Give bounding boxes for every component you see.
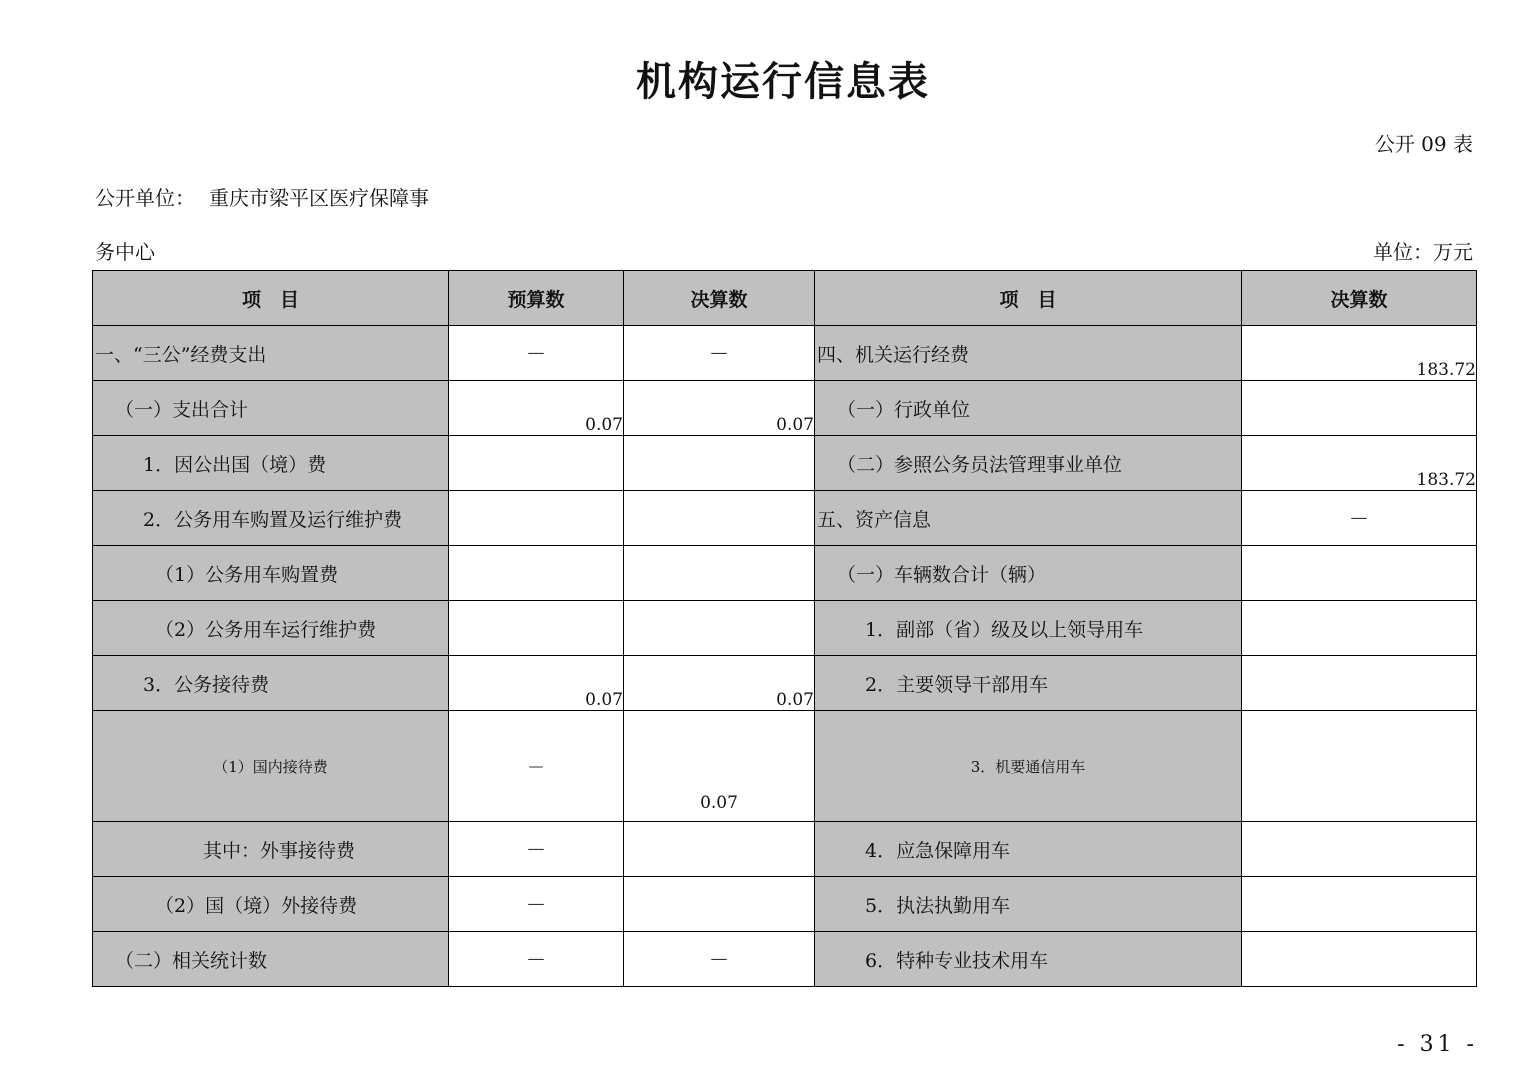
header-item-right: 项 目: [815, 271, 1242, 326]
left-item: 其中：外事接待费: [93, 822, 449, 877]
unit-name-line2: 务中心: [95, 240, 155, 264]
right-final-value: [1242, 381, 1477, 436]
page-title: 机构运行信息表: [636, 59, 930, 105]
right-item: 2．主要领导干部用车: [815, 656, 1242, 711]
table-row: [93, 656, 1477, 711]
left-item: （二）相关统计数: [93, 932, 449, 987]
right-final-value: [1242, 822, 1477, 877]
right-item: 5．执法执勤用车: [815, 877, 1242, 932]
budget-value: —: [449, 822, 624, 877]
budget-value: 0.07: [449, 656, 624, 711]
right-item: 四、机关运行经费: [815, 326, 1242, 381]
header-item-left: 项 目: [93, 271, 449, 326]
header-final-right: 决算数: [1242, 271, 1477, 326]
right-item: （一）行政单位: [815, 381, 1242, 436]
table-row: [93, 932, 1477, 987]
form-number: 公开 09 表: [1374, 132, 1473, 156]
right-final-value: [1242, 711, 1477, 822]
unit-name-line1: 重庆市梁平区医疗保障事: [209, 186, 429, 210]
right-final-value: [1242, 546, 1477, 601]
left-item: （一）支出合计: [93, 381, 449, 436]
right-final-value: [1242, 601, 1477, 656]
budget-value: [449, 436, 624, 491]
table-row: [93, 711, 1477, 822]
table-row: [93, 601, 1477, 656]
table-row: [93, 546, 1477, 601]
page-number: - 31 -: [1397, 1032, 1478, 1057]
budget-value: —: [449, 326, 624, 381]
budget-value: —: [449, 711, 624, 822]
right-item: 五、资产信息: [815, 491, 1242, 546]
left-item: （1）公务用车购置费: [93, 546, 449, 601]
right-item: 4．应急保障用车: [815, 822, 1242, 877]
table-row: [93, 877, 1477, 932]
budget-value: [449, 546, 624, 601]
info-table: [92, 270, 1477, 987]
budget-value: [449, 601, 624, 656]
left-item: （2）国（境）外接待费: [93, 877, 449, 932]
header-final-left: 决算数: [624, 271, 815, 326]
right-item: 1．副部（省）级及以上领导用车: [815, 601, 1242, 656]
left-item: 2．公务用车购置及运行维护费: [93, 491, 449, 546]
final-value: [624, 491, 815, 546]
table-row: [93, 822, 1477, 877]
money-unit: 单位：万元: [1373, 240, 1473, 264]
budget-value: [449, 491, 624, 546]
right-item: （二）参照公务员法管理事业单位: [815, 436, 1242, 491]
right-item: 3．机要通信用车: [815, 711, 1242, 822]
budget-value: —: [449, 932, 624, 987]
final-value: —: [624, 932, 815, 987]
right-final-value: —: [1242, 491, 1477, 546]
final-value: [624, 546, 815, 601]
final-value: 0.07: [624, 656, 815, 711]
final-value: [624, 877, 815, 932]
left-item: （2）公务用车运行维护费: [93, 601, 449, 656]
right-item: 6．特种专业技术用车: [815, 932, 1242, 987]
right-final-value: 183.72: [1242, 326, 1477, 381]
final-value: [624, 436, 815, 491]
right-item: （一）车辆数合计（辆）: [815, 546, 1242, 601]
right-final-value: [1242, 877, 1477, 932]
unit-label: 公开单位：: [95, 186, 195, 210]
left-item: 一、“三公”经费支出: [93, 326, 449, 381]
final-value: [624, 601, 815, 656]
budget-value: —: [449, 877, 624, 932]
final-value: [624, 822, 815, 877]
final-value: 0.07: [624, 711, 815, 822]
header-budget: 预算数: [449, 271, 624, 326]
disclosing-unit: [95, 182, 429, 211]
table-header-row: [93, 271, 1477, 326]
table-row: [93, 436, 1477, 491]
right-final-value: [1242, 656, 1477, 711]
left-item: 1．因公出国（境）费: [93, 436, 449, 491]
final-value: 0.07: [624, 381, 815, 436]
table-row: [93, 491, 1477, 546]
table-row: [93, 326, 1477, 381]
table-row: [93, 381, 1477, 436]
left-item: 3．公务接待费: [93, 656, 449, 711]
right-final-value: [1242, 932, 1477, 987]
left-item: （1）国内接待费: [93, 711, 449, 822]
budget-value: 0.07: [449, 381, 624, 436]
final-value: —: [624, 326, 815, 381]
right-final-value: 183.72: [1242, 436, 1477, 491]
